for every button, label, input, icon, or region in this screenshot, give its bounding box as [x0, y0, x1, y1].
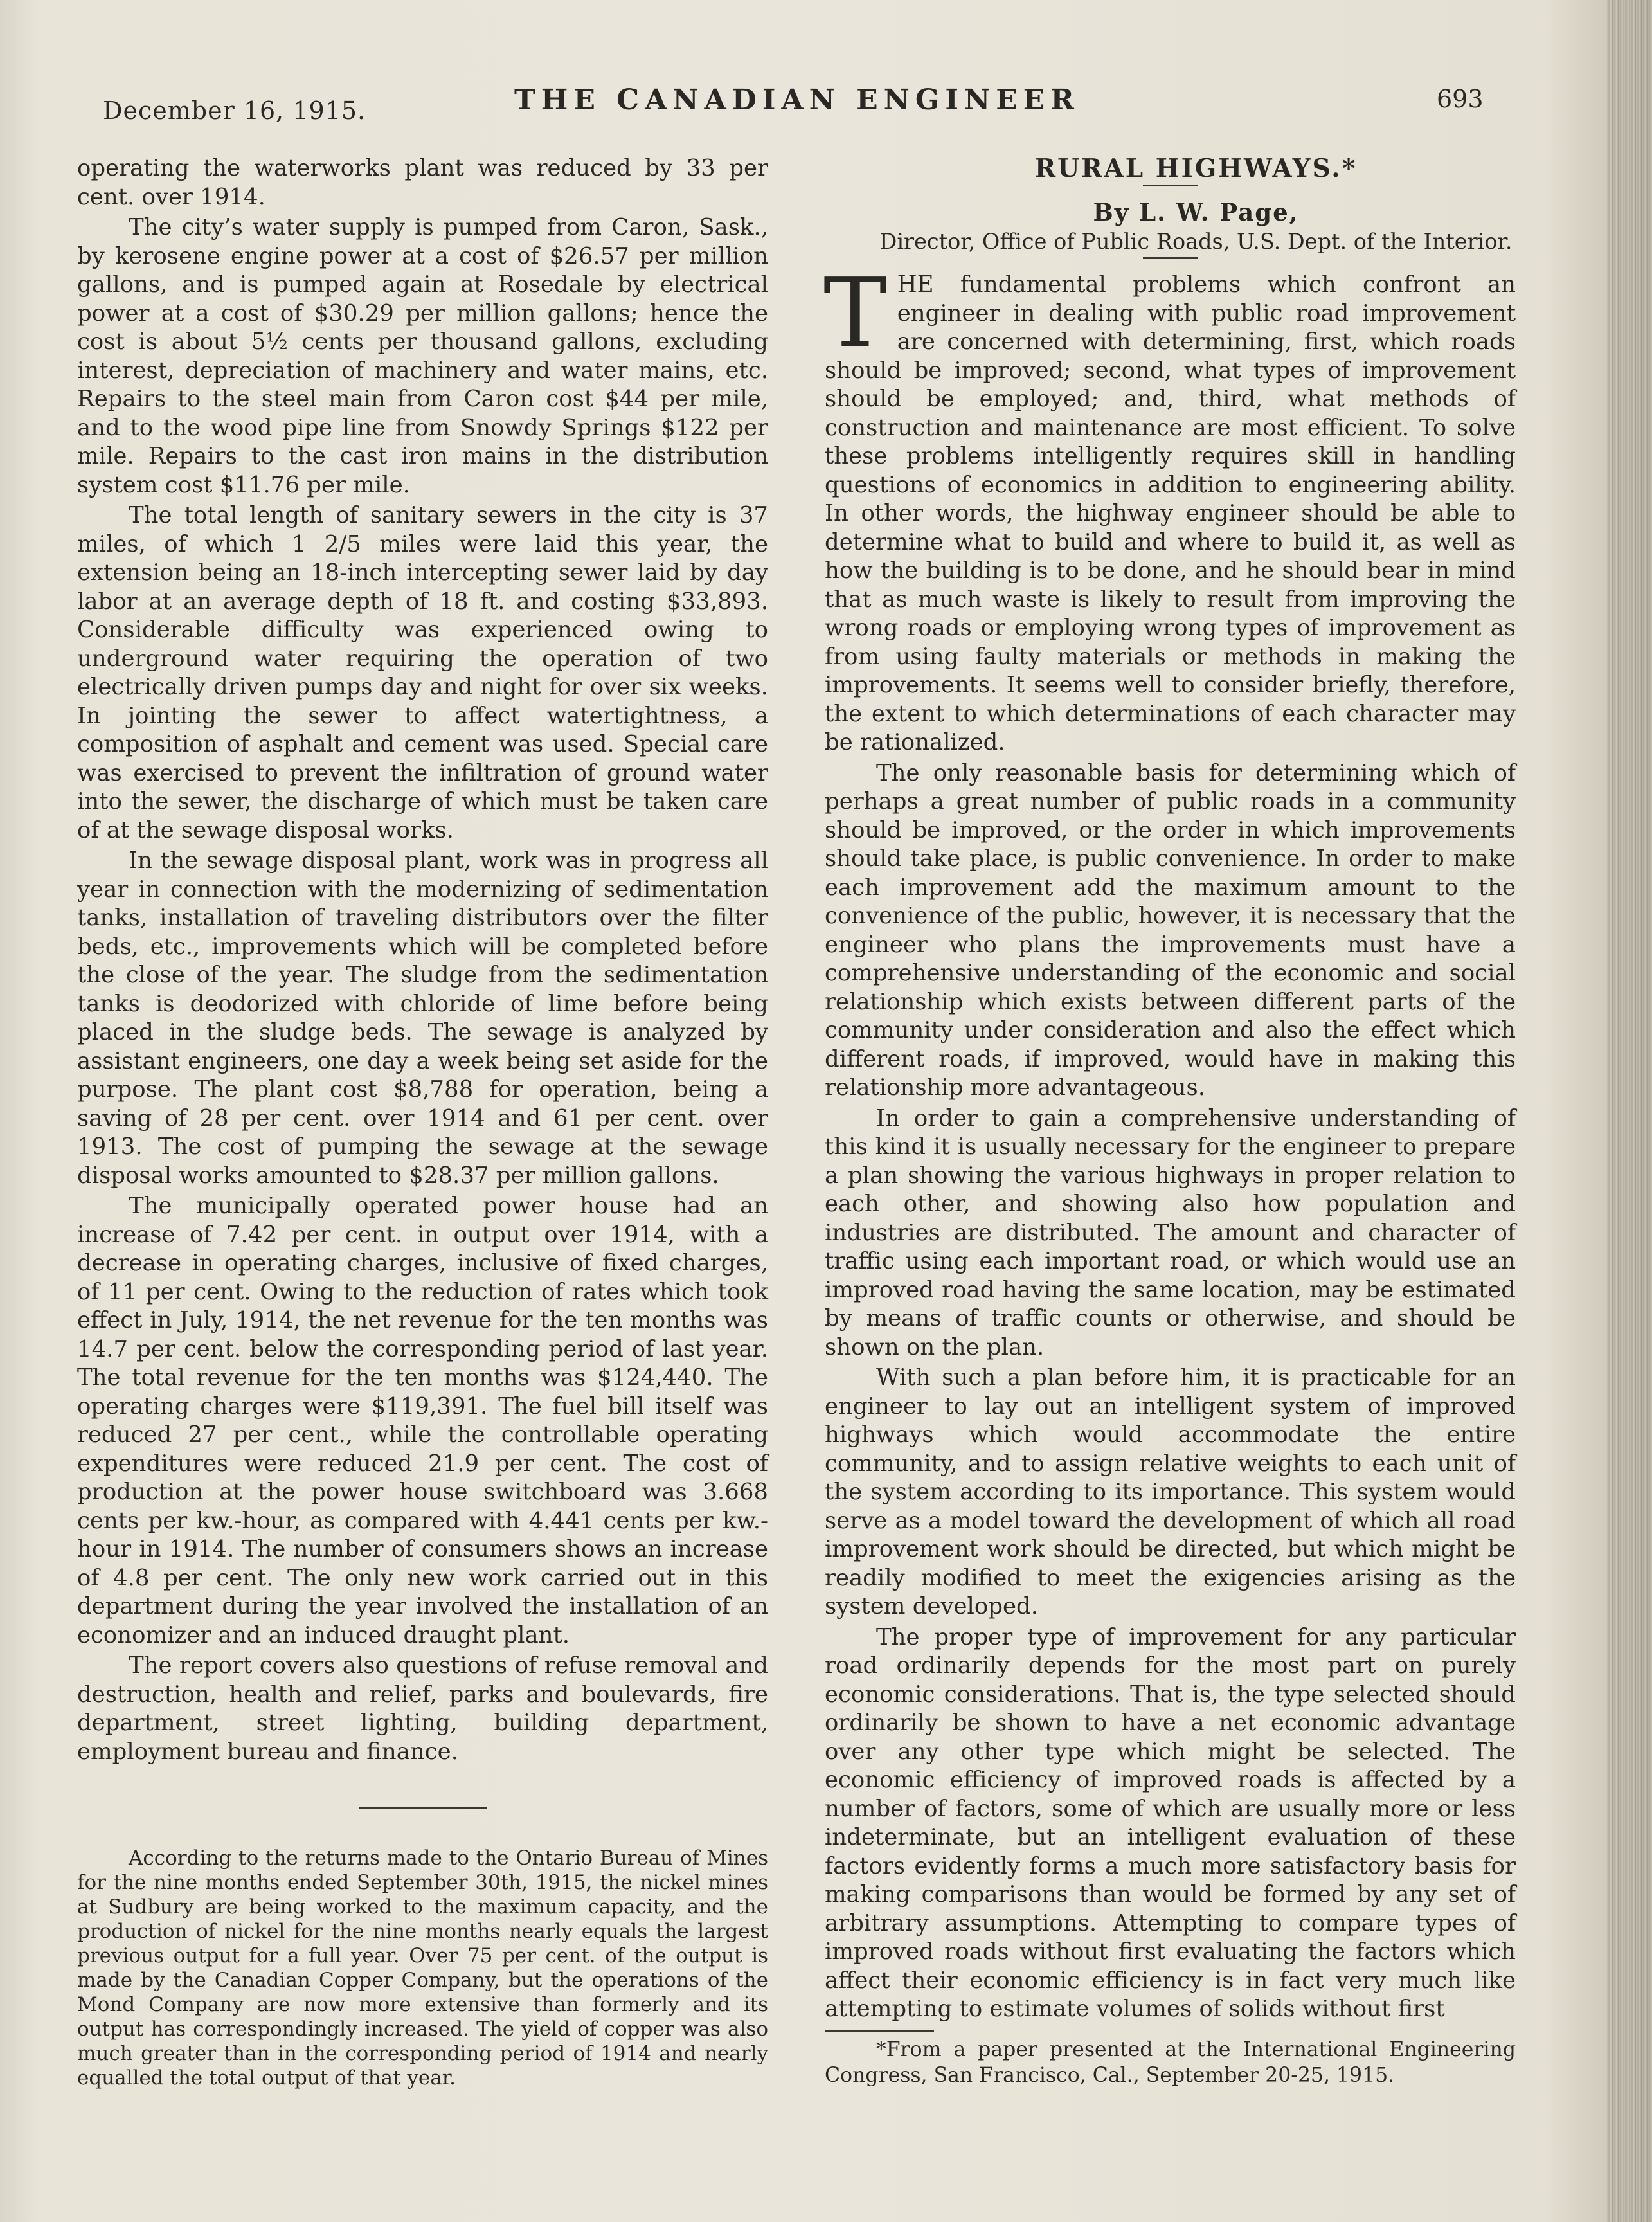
- title-divider: [1143, 185, 1198, 186]
- paragraph: The report covers also questions of refuse removal and destruction, health and relief, parks and boulevards, fire department, street lighting, building department, employment bureau and finance.: [77, 1652, 768, 1765]
- paragraph: In order to gain a comprehensive understanding of this kind it is usually necessary for the engineer to prepare a plan showing the various highways in proper relation to each other, and showing also how population and industries are distributed. The amount and character of traffic using each important road, or which would use an improved road having the same location, may be estimated by means of traffic counts or otherwise, and should be shown on the plan.: [825, 1105, 1516, 1360]
- footnote: *From a paper presented at the International Engineering Congress, San Francisco, Cal., September 20-25, 1915.: [825, 2037, 1516, 2087]
- paragraph: operating the waterworks plant was reduced by 33 per cent. over 1914.: [77, 155, 768, 210]
- right-column: [825, 154, 1516, 2090]
- footnote-divider: [825, 2030, 934, 2032]
- journal-title: THE CANADIAN ENGINEER: [514, 84, 1080, 116]
- lead-paragraph: [823, 258, 1516, 757]
- issue-date: December 16, 1915.: [103, 96, 366, 125]
- paragraph: With such a plan before him, it is practicable for an engineer to lay out an intelligent system of improved highways which would accommodate the entire community, and to assign relative weights to each unit of the system according to its importance. This system would serve as a model toward the development of which all road improvement work should be directed, but which might be readily modified to meet the exigencies arising as the system developed.: [825, 1364, 1516, 1620]
- paragraph: The municipally operated power house had an increase of 7.42 per cent. in output over 1914, with a decrease in operating charges, inclusive of fixed charges, of 11 per cent. Owing to the reduction of rates which took effect in July, 1914, the net revenue for the ten months was 14.7 per cent. below the corresponding period of last year. The total revenue for the ten months was $124,440. The operating charges were $119,391. The fuel bill itself was reduced 27 per cent., while the controllable operating expenditures were reduced 21.9 per cent. The cost of production at the power house switchboard was 3.668 cents per kw.-hour, as compared with 4.441 cents per kw.-hour in 1914. The number of consumers shows an increase of 4.8 per cent. The only new work carried out in this department during the year involved the installation of an economizer and an induced draught plant.: [77, 1193, 768, 1648]
- author-affiliation: Director, Office of Public Roads, U.S. Dept. of the Interior.: [879, 229, 1513, 254]
- left-column: [77, 154, 768, 2092]
- paragraph: In the sewage disposal plant, work was in progress all year in connection with the modernizing of sedimentation tanks, installation of traveling distributors over the filter beds, etc., improvements which will be completed before the close of the year. The sludge from the sedimentation tanks is deodorized with chloride of lime before being placed in the sludge beds. The sewage is analyzed by assistant engineers, one day a week being set aside for the purpose. The plant cost $8,788 for operation, being a saving of 28 per cent. over 1914 and 61 per cent. over 1913. The cost of pumping the sewage at the sewage disposal works amounted to $28.37 per million gallons.: [77, 847, 768, 1189]
- running-header: [103, 77, 1484, 129]
- book-spine-edge: [1607, 0, 1652, 2222]
- news-note: According to the returns made to the Ontario Bureau of Mines for the nine months ended September 30th, 1915, the nickel mines at Sudbury are being worked to the maximum capacity, and the production of nickel for the nine months nearly equals the largest previous output for a full year. Over 75 per cent. of the output is made by the Canadian Copper Company, but the operations of the Mond Company are now more extensive than formerly and its output has correspondingly increased. The yield of copper was also much greater than in the corresponding period of 1914 and nearly equalled the total output of that year.: [77, 1847, 768, 2090]
- byline-divider: [1143, 257, 1198, 259]
- paragraph: The only reasonable basis for determining which of perhaps a great number of public roads in a community should be improved, or the order in which improvements should take place, is public convenience. In order to make each improvement add the maximum amount to the convenience of the public, however, it is necessary that the engineer who plans the improvements must have a comprehensive understanding of the economic and social relationship which exists between different parts of the community under consideration and also the effect which different roads, if improved, would have in making this relationship more advantageous.: [825, 759, 1516, 1101]
- author-byline: By L. W. Page,: [1093, 198, 1299, 226]
- paragraph: The city’s water supply is pumped from Caron, Sask., by kerosene engine power at a cost of $26.57 per million gallons, and is pumped again at Rosedale by electrical power at a cost of $30.29 per million gallons; hence the cost is about 5½ cents per thousand gallons, excluding interest, depreciation of machinery and water mains, etc. Repairs to the steel main from Caron cost $44 per mile, and to the wood pipe line from Snowdy Springs $122 per mile. Repairs to the cast iron mains in the distribution system cost $11.76 per mile.: [77, 214, 768, 498]
- lead-text: HE fundamental problems which confront an engineer in dealing with public road improvement are concerned with determining, first, which roads should be improved; second, what types of improvement should be employed; and, third, what methods of construction and maintenance are most efficient. To solve these problems intelligently requires skill in handling questions of economics in addition to engineering ability. In other words, the highway engineer should be able to determine what to build and where to build it, as well as how the building is to be done, and he should bear in mind that as much waste is likely to result from improving the wrong roads or employing wrong types of improvement as from using faulty materials or methods in making the improvements. It seems well to consider briefly, therefore, the extent to which determinations of each character may be rationalized.: [825, 271, 1516, 755]
- page-number: 693: [1437, 85, 1484, 113]
- paragraph: The proper type of improvement for any particular road ordinarily depends for the most part on purely economic considerations. That is, the type selected should ordinarily be shown to have a net economic advantage over any other type which might be selected. The economic efficiency of improved roads is affected by a number of factors, some of which are usually more or less indeterminate, but an intelligent evaluation of these factors evidently forms a much more satisfactory basis for making comparisons than would be formed by any set of arbitrary assumptions. Attempting to compare types of improved roads without first evaluating the factors which affect their economic efficiency is in fact very much like attempting to estimate volumes of solids without first: [825, 1623, 1516, 2022]
- article-title: RURAL HIGHWAYS.*: [1034, 154, 1358, 183]
- drop-cap: T: [823, 258, 887, 368]
- paragraph: The total length of sanitary sewers in the city is 37 miles, of which 1 2/5 miles were laid this year, the extension being an 18-inch intercepting sewer laid by day labor at an average depth of 18 ft. and costing $33,893. Considerable difficulty was experienced owing to underground water requiring the operation of two electrically driven pumps day and night for over six weeks. In jointing the sewer to affect watertightness, a composition of asphalt and cement was used. Special care was exercised to prevent the infiltration of ground water into the sewer, the discharge of which must be taken care of at the sewage disposal works.: [77, 502, 768, 844]
